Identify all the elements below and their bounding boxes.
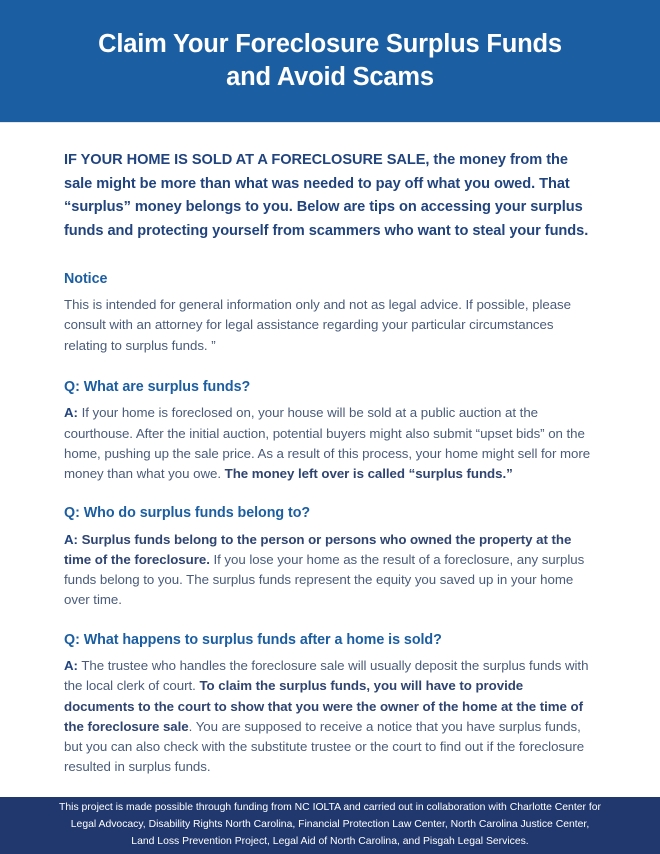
qa-answer-label-2: A: xyxy=(64,531,78,547)
qa-answer-1-bold: The money left over is called “surplus funds.” xyxy=(224,466,513,482)
qa-answer-2 xyxy=(64,530,596,611)
intro-lead: IF YOUR HOME IS SOLD AT A FORECLOSURE SALE, xyxy=(64,152,430,169)
intro-rest: the money from the sale might be more than what was needed to pay off what you owed. That “surplus” money belongs to you. Below are tips on accessing your surplus funds and protecting yourself from scammers who want to steal your funds. xyxy=(64,152,589,240)
document-content xyxy=(0,123,660,797)
qa-answer-2-part2: If you lose your home as the result of a foreclosure, any surplus funds belong to you. The surplus funds represent the equity you saved up in your home over time. xyxy=(64,552,585,608)
intro-paragraph xyxy=(64,149,596,244)
page-title-line-1: Claim Your Foreclosure Surplus Funds xyxy=(98,29,562,58)
notice-heading: Notice xyxy=(64,270,108,287)
qa-answer-label-3: A: xyxy=(64,658,78,674)
qa-question-3: Q: What happens to surplus funds after a home is sold? xyxy=(64,631,442,648)
qa-question-2: Q: Who do surplus funds belong to? xyxy=(64,505,311,522)
qa-question-1: Q: What are surplus funds? xyxy=(64,378,251,395)
qa-answer-label-1: A: xyxy=(64,405,78,421)
qa-answer-3-bold: To claim the surplus funds, you will have to provide documents to the court to show that you were the owner of the home at the time of the foreclosure sale xyxy=(64,678,583,734)
qa-section-3 xyxy=(64,631,596,778)
page-title xyxy=(78,28,582,94)
notice-body: This is intended for general information only and not as legal advice. If possible, please consult with an attorney for legal assistance regarding your particular circumstances relating to surplus funds. ” xyxy=(64,297,571,353)
qa-answer-1 xyxy=(64,403,596,484)
qa-answer-2-bold: Surplus funds belong to the person or persons who owned the property at the time of the foreclosure. xyxy=(64,531,572,568)
qa-answer-3 xyxy=(64,656,596,777)
notice-section xyxy=(64,270,596,356)
footer-banner xyxy=(0,797,660,854)
page-title-line-2: and Avoid Scams xyxy=(226,63,434,92)
header-banner xyxy=(0,0,660,123)
qa-section-2 xyxy=(64,504,596,610)
qa-answer-1-part1: If your home is foreclosed on, your house will be sold at a public auction at the courthouse. After the initial auction, potential buyers might also submit “upset bids” on the home, pushing up the sale price. As a result of this process, your home might sell for more money than what you owe. xyxy=(64,405,591,482)
qa-answer-3-part1: The trustee who handles the foreclosure sale will usually deposit the surplus funds with the local clerk of court. xyxy=(64,658,589,694)
qa-answer-3-part2: . You are supposed to receive a notice that you have surplus funds, but you can also check with the substitute trustee or the court to find out if the foreclosure resulted in surplus funds. xyxy=(64,718,585,775)
footer-credits: This project is made possible through funding from NC IOLTA and carried out in collaboration with Charlotte Center for Legal Advocacy, Disability Rights North Carolina, Financial Protection Law Center, North Carolina Justice Center, Land Loss Prevention Project, Legal Aid of North Carolina, and Pisgah Legal Services. xyxy=(59,802,601,848)
qa-section-1 xyxy=(64,378,596,484)
